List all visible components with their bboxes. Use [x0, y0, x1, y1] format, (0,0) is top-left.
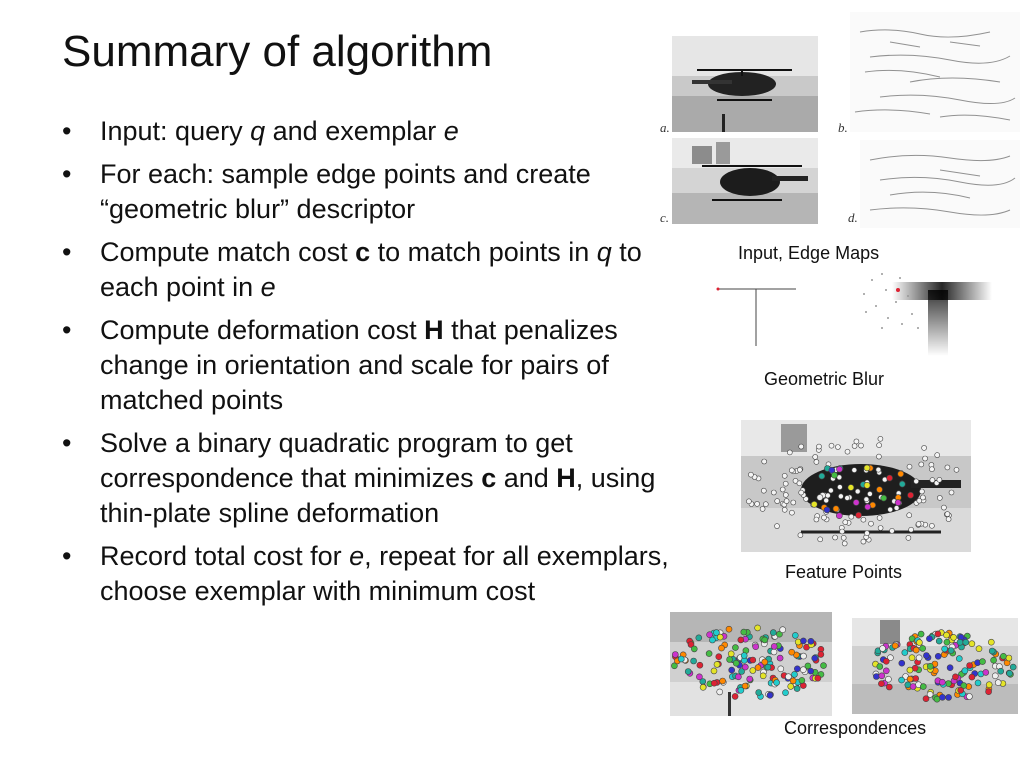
feature-point-marker — [697, 662, 703, 668]
feature-point-marker — [753, 644, 759, 650]
feature-point-marker — [771, 649, 777, 655]
feature-point-marker — [878, 436, 883, 441]
feature-point-marker — [892, 643, 898, 649]
feature-point-marker — [856, 512, 862, 518]
feature-point-marker — [814, 459, 819, 464]
feature-point-marker — [942, 646, 948, 652]
feature-point-marker — [790, 678, 796, 684]
bullet-dot: • — [62, 159, 72, 189]
feature-point-marker — [909, 527, 914, 532]
feature-point-marker — [716, 654, 722, 660]
feature-point-marker — [907, 464, 912, 469]
feature-point-marker — [946, 694, 952, 700]
feature-point-marker — [876, 454, 881, 459]
feature-point-marker — [696, 635, 702, 641]
feature-point-marker — [746, 499, 751, 504]
bullet-text: , using thin-plate spline deformation — [100, 463, 656, 528]
bullet-item — [62, 313, 682, 418]
feature-point-marker — [748, 472, 753, 477]
bullet-dot: • — [62, 428, 72, 458]
feature-point-marker — [741, 653, 747, 659]
geometric-blur-left — [712, 280, 802, 350]
feature-point-marker — [966, 694, 972, 700]
feature-point-marker — [783, 492, 788, 497]
feature-point-marker — [852, 444, 857, 449]
feature-point-marker — [957, 639, 963, 645]
feature-point-marker — [824, 507, 830, 513]
feature-point-marker — [877, 664, 883, 670]
feature-point-marker — [907, 676, 913, 682]
feature-point-marker — [798, 533, 803, 538]
feature-point-marker — [784, 499, 789, 504]
feature-point-marker — [726, 626, 732, 632]
feature-point-marker — [700, 684, 706, 690]
bullet-dot: • — [62, 315, 72, 345]
feature-point-marker — [741, 629, 747, 635]
feature-point-marker — [747, 676, 753, 682]
feature-point-marker — [980, 659, 986, 665]
feature-point-marker — [813, 454, 818, 459]
feature-point-marker — [833, 506, 839, 512]
bullet-text: Solve a binary quadratic program to get correspondence that minimizes — [100, 428, 573, 493]
feature-point-marker — [916, 640, 922, 646]
feature-point-marker — [909, 655, 915, 661]
feature-point-marker — [782, 507, 787, 512]
feature-point-marker — [916, 522, 921, 527]
feature-point-marker — [852, 468, 857, 473]
feature-point-marker — [800, 638, 806, 644]
feature-point-marker — [771, 643, 777, 649]
bullet-text: Compute deformation cost — [100, 315, 425, 345]
feature-point-marker — [787, 450, 792, 455]
feature-point-marker — [755, 665, 761, 671]
feature-point-marker — [791, 500, 796, 505]
feature-point-marker — [783, 690, 789, 696]
bullet-dot: • — [62, 541, 72, 571]
feature-point-marker — [1000, 653, 1006, 659]
feature-point-marker — [761, 488, 766, 493]
feature-point-marker — [886, 684, 892, 690]
feature-point-marker — [808, 668, 814, 674]
feature-point-marker — [825, 493, 830, 498]
feature-point-marker — [899, 481, 905, 487]
feature-point-marker — [865, 504, 871, 510]
feature-point-marker — [678, 656, 684, 662]
feature-point-marker — [672, 652, 678, 658]
feature-point-marker — [873, 674, 879, 680]
bullet-text: to each point in — [100, 237, 642, 302]
feature-point-marker — [854, 439, 859, 444]
feature-point-marker — [880, 646, 886, 652]
feature-point-marker — [713, 630, 719, 636]
feature-point-marker — [815, 675, 821, 681]
feature-points-image — [741, 420, 971, 552]
feature-point-marker — [738, 687, 744, 693]
feature-point-marker — [814, 517, 819, 522]
feature-point-marker — [845, 496, 850, 501]
feature-point-marker — [881, 495, 887, 501]
feature-point-marker — [877, 487, 883, 493]
feature-point-marker — [878, 526, 883, 531]
feature-point-marker — [963, 639, 969, 645]
feature-point-marker — [877, 443, 882, 448]
feature-point-marker — [1007, 670, 1013, 676]
feature-point-marker — [788, 683, 794, 689]
feature-point-marker — [778, 666, 784, 672]
feature-point-marker — [976, 646, 982, 652]
bullet-item — [62, 157, 682, 227]
feature-point-marker — [792, 632, 798, 638]
feature-point-marker — [782, 473, 787, 478]
feature-point-marker — [877, 515, 882, 520]
feature-point-marker — [838, 494, 843, 499]
geometric-blur-caption: Geometric Blur — [764, 369, 885, 389]
feature-point-marker — [824, 498, 829, 503]
bullet-text: Compute match cost — [100, 237, 356, 267]
feature-point-marker — [853, 500, 859, 506]
feature-point-marker — [934, 696, 940, 702]
feature-point-marker — [902, 650, 908, 656]
bullet-text: H — [424, 315, 444, 345]
feature-point-marker — [939, 694, 945, 700]
feature-point-marker — [836, 513, 842, 519]
feature-point-marker — [799, 677, 805, 683]
input-image-c — [672, 138, 818, 224]
feature-point-marker — [707, 632, 713, 638]
feature-point-marker — [935, 653, 941, 659]
feature-point-marker — [840, 529, 845, 534]
feature-point-marker — [869, 521, 874, 526]
feature-point-marker — [947, 665, 953, 671]
feature-point-marker — [1010, 664, 1016, 670]
feature-point-marker — [930, 478, 935, 483]
feature-point-marker — [762, 659, 768, 665]
feature-point-marker — [732, 645, 738, 651]
feature-point-marker — [910, 684, 916, 690]
feature-point-marker — [808, 638, 814, 644]
feature-point-marker — [760, 506, 765, 511]
bullet-item — [62, 539, 682, 609]
bullet-text: to match points in — [370, 237, 597, 267]
feature-point-marker — [899, 677, 905, 683]
feature-point-marker — [780, 487, 785, 492]
feature-point-marker — [855, 489, 860, 494]
feature-point-marker — [975, 680, 981, 686]
bullet-text: For each: sample edge points and create “geometric blur” descriptor — [100, 159, 591, 224]
feature-point-marker — [944, 632, 950, 638]
bullet-text: and exemplar — [265, 116, 444, 146]
sublabel-d: d. — [848, 210, 858, 225]
slide-title: Summary of algorithm — [62, 27, 493, 76]
feature-point-marker — [864, 482, 870, 488]
feature-point-marker — [762, 637, 768, 643]
feature-point-marker — [1006, 655, 1012, 661]
feature-point-marker — [799, 490, 804, 495]
bullet-text: Input: query — [100, 116, 251, 146]
bullet-item — [62, 426, 682, 531]
feature-point-marker — [939, 679, 945, 685]
feature-point-marker — [732, 693, 738, 699]
feature-point-marker — [738, 637, 744, 643]
feature-point-marker — [945, 512, 950, 517]
feature-point-marker — [720, 678, 726, 684]
feature-point-marker — [998, 668, 1004, 674]
feature-point-marker — [913, 676, 919, 682]
feature-point-marker — [952, 674, 958, 680]
feature-point-marker — [735, 674, 741, 680]
feature-point-marker — [717, 689, 723, 695]
feature-point-marker — [822, 515, 827, 520]
feature-point-marker — [956, 656, 962, 662]
feature-point-marker — [774, 680, 780, 686]
feature-point-marker — [913, 647, 919, 653]
feature-point-marker — [988, 639, 994, 645]
feature-point-marker — [767, 692, 773, 698]
feature-point-marker — [898, 471, 904, 477]
feature-point-marker — [923, 653, 929, 659]
feature-point-marker — [983, 669, 989, 675]
feature-point-marker — [837, 466, 843, 472]
feature-point-marker — [792, 671, 798, 677]
feature-point-marker — [829, 443, 834, 448]
feature-point-marker — [801, 653, 807, 659]
feature-point-marker — [948, 648, 954, 654]
feature-point-marker — [719, 645, 725, 651]
feature-point-marker — [797, 467, 802, 472]
feature-point-marker — [861, 517, 866, 522]
feature-point-marker — [849, 514, 854, 519]
feature-point-marker — [895, 500, 901, 506]
feature-point-marker — [967, 663, 973, 669]
feature-point-marker — [696, 674, 702, 680]
feature-point-marker — [885, 676, 891, 682]
feature-point-marker — [859, 443, 864, 448]
feature-point-marker — [729, 667, 735, 673]
bullet-text: q — [596, 237, 612, 267]
feature-point-marker — [833, 535, 838, 540]
feature-point-marker — [756, 690, 762, 696]
feature-point-marker — [864, 497, 869, 502]
feature-point-marker — [887, 475, 893, 481]
feature-point-marker — [799, 444, 804, 449]
feature-point-marker — [843, 520, 848, 525]
feature-point-marker — [775, 499, 780, 504]
feature-point-marker — [945, 465, 950, 470]
feature-point-marker — [922, 445, 927, 450]
feature-point-marker — [929, 523, 934, 528]
feature-point-marker — [771, 490, 776, 495]
feature-point-marker — [739, 669, 745, 675]
bullet-text: H — [556, 463, 576, 493]
input-image-a — [672, 36, 818, 132]
feature-point-marker — [890, 528, 895, 533]
sublabel-c: c. — [660, 210, 670, 225]
feature-point-marker — [935, 453, 940, 458]
correspondence-image-left — [670, 612, 832, 716]
feature-point-marker — [899, 660, 905, 666]
feature-point-marker — [937, 477, 942, 482]
feature-point-marker — [908, 492, 914, 498]
feature-point-marker — [691, 646, 697, 652]
feature-point-marker — [935, 631, 941, 637]
correspondence-image-right — [852, 618, 1018, 714]
feature-point-marker — [819, 473, 825, 479]
bullet-dot: • — [62, 237, 72, 267]
feature-point-marker — [848, 485, 854, 491]
feature-point-marker — [817, 495, 823, 501]
feature-point-marker — [944, 639, 950, 645]
feature-point-marker — [991, 657, 997, 663]
feature-point-marker — [883, 658, 889, 664]
feature-point-marker — [711, 680, 717, 686]
bullet-text: , repeat for all exemplars, choose exemplar with minimum cost — [100, 541, 669, 606]
feature-point-marker — [865, 531, 870, 536]
feature-point-marker — [794, 686, 800, 692]
feature-point-marker — [879, 673, 885, 679]
feature-point-marker — [794, 666, 800, 672]
feature-point-marker — [837, 485, 842, 490]
feature-point-marker — [777, 655, 783, 661]
feature-point-marker — [919, 462, 924, 467]
feature-point-marker — [727, 657, 733, 663]
feature-points-caption: Feature Points — [785, 562, 903, 582]
feature-point-marker — [821, 663, 827, 669]
feature-point-marker — [775, 524, 780, 529]
feature-point-marker — [828, 488, 833, 493]
feature-point-marker — [992, 673, 998, 679]
feature-point-marker — [920, 684, 926, 690]
feature-point-marker — [878, 681, 884, 687]
bullet-text: e — [349, 541, 365, 571]
feature-point-marker — [762, 459, 767, 464]
feature-point-marker — [919, 489, 924, 494]
feature-point-marker — [923, 456, 928, 461]
feature-point-marker — [894, 506, 899, 511]
feature-point-marker — [920, 495, 925, 500]
feature-point-marker — [883, 668, 889, 674]
feature-point-marker — [706, 651, 712, 657]
bullet-text: e — [443, 116, 459, 146]
feature-point-marker — [835, 445, 840, 450]
edge-map-b — [850, 12, 1020, 132]
sublabel-b: b. — [838, 120, 848, 135]
feature-point-marker — [783, 481, 788, 486]
feature-point-marker — [861, 539, 866, 544]
feature-point-marker — [789, 468, 794, 473]
feature-point-marker — [711, 668, 717, 674]
bullet-text: c — [355, 237, 371, 267]
feature-point-marker — [969, 674, 975, 680]
feature-point-marker — [797, 481, 802, 486]
feature-point-marker — [841, 535, 846, 540]
bullet-list — [62, 114, 682, 617]
correspondences-caption: Correspondences — [784, 718, 927, 738]
feature-point-marker — [954, 467, 959, 472]
feature-point-marker — [941, 505, 946, 510]
feature-point-marker — [937, 495, 942, 500]
feature-point-marker — [812, 655, 818, 661]
feature-point-marker — [927, 663, 933, 669]
edge-map-d — [860, 140, 1020, 228]
bullet-text: that penalizes change in orientation and scale for pairs of matched points — [100, 315, 618, 415]
feature-point-marker — [832, 472, 838, 478]
feature-point-marker — [986, 682, 992, 688]
bullet-text: e — [260, 272, 276, 302]
bullet-dot: • — [62, 116, 72, 146]
feature-point-marker — [936, 638, 942, 644]
edge-maps-caption: Input, Edge Maps — [738, 243, 880, 263]
feature-point-marker — [907, 513, 912, 518]
bullet-item — [62, 114, 682, 149]
feature-point-marker — [907, 667, 913, 673]
bullet-text: Record total cost for — [100, 541, 350, 571]
feature-point-marker — [818, 651, 824, 657]
feature-point-marker — [817, 444, 822, 449]
feature-point-marker — [811, 501, 817, 507]
feature-point-marker — [920, 645, 926, 651]
feature-point-marker — [916, 655, 922, 661]
feature-point-marker — [755, 501, 760, 506]
feature-point-marker — [770, 630, 776, 636]
feature-point-marker — [760, 673, 766, 679]
feature-point-marker — [691, 658, 697, 664]
feature-point-marker — [962, 668, 968, 674]
feature-point-marker — [923, 696, 929, 702]
feature-point-marker — [969, 641, 975, 647]
feature-point-marker — [929, 467, 934, 472]
feature-point-marker — [818, 537, 823, 542]
sublabel-a: a. — [660, 120, 670, 135]
bullet-item — [62, 235, 682, 305]
feature-point-marker — [888, 507, 893, 512]
feature-point-marker — [685, 669, 691, 675]
feature-point-marker — [763, 502, 768, 507]
bullet-text: c — [481, 463, 497, 493]
feature-point-marker — [995, 680, 1001, 686]
feature-point-marker — [714, 661, 720, 667]
feature-point-marker — [986, 689, 992, 695]
feature-point-marker — [780, 627, 786, 633]
feature-point-marker — [914, 479, 919, 484]
feature-point-marker — [918, 631, 924, 637]
feature-point-marker — [733, 660, 739, 666]
feature-point-marker — [842, 541, 847, 546]
bullet-text: and — [496, 463, 557, 493]
feature-point-marker — [750, 657, 756, 663]
feature-point-marker — [949, 490, 954, 495]
feature-point-marker — [958, 687, 964, 693]
feature-point-marker — [867, 491, 872, 496]
feature-point-marker — [755, 625, 761, 631]
geometric-blur-right — [852, 266, 992, 356]
feature-point-marker — [864, 465, 870, 471]
feature-point-marker — [946, 517, 951, 522]
bullet-text: q — [250, 116, 266, 146]
feature-point-marker — [845, 449, 850, 454]
feature-point-marker — [789, 510, 794, 515]
feature-point-marker — [876, 467, 881, 472]
feature-point-marker — [989, 648, 995, 654]
feature-point-marker — [728, 651, 734, 657]
feature-point-marker — [926, 636, 932, 642]
feature-point-marker — [789, 649, 795, 655]
feature-point-marker — [906, 535, 911, 540]
